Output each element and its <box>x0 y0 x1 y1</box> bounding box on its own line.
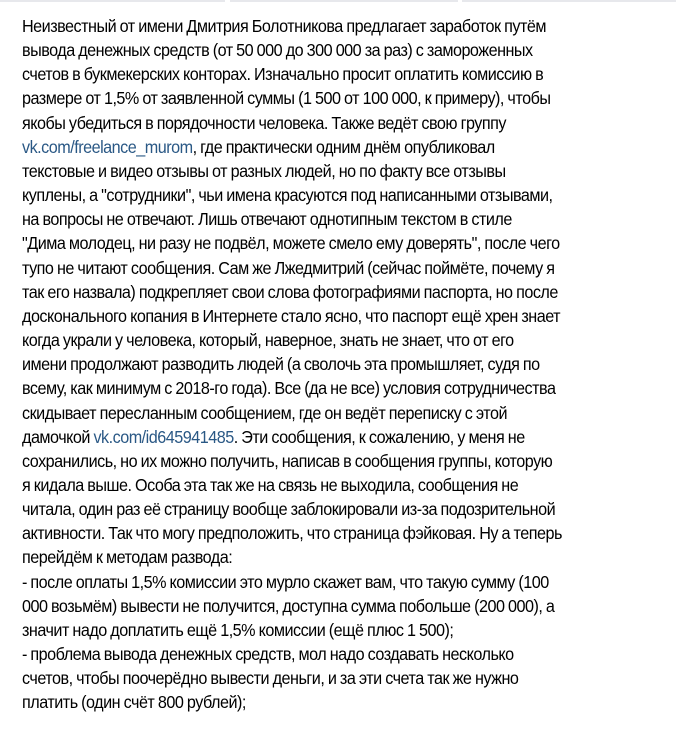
text-line: платить (один счёт 800 рублей); <box>22 692 246 713</box>
text-line: 000 возьмём) вывести не получится, доступна сумма побольше (200 000), а <box>22 595 555 616</box>
text-segment: дамочкой <box>22 426 94 447</box>
text-line <box>22 135 624 159</box>
text-line: читала, один раз её страницу вообще заблокировали из-за подозрительной <box>22 499 556 520</box>
post-text <box>22 14 624 715</box>
profile-link[interactable]: vk.com/id645941485 <box>93 426 234 447</box>
text-line: якобы убедиться в порядочности человека. Также ведёт свою группу <box>22 112 506 133</box>
text-line: всему, как минимум с 2018-го года). Все (да не все) условия сотрудничества <box>22 378 556 399</box>
text-line: - проблема вывода денежных средств, мол надо создавать несколько <box>22 644 514 665</box>
text-line: "Дима молодец, ни разу не подвёл, можете смело ему доверять", после чего <box>22 233 560 254</box>
group-link[interactable]: vk.com/freelance_murom <box>22 136 193 157</box>
tab-divider <box>462 0 676 2</box>
text-line: текстовые и видео отзывы от разных людей, но по факту все отзывы <box>22 160 506 181</box>
text-line: я кидала выше. Особа эта так же на связь не выходила, сообщения не <box>22 474 519 495</box>
tab-divider <box>230 0 458 2</box>
text-segment: , где практически одним днём опубликовал <box>192 136 495 157</box>
text-line: так его назвала) подкрепляет свои слова фотографиями паспорта, но после <box>22 281 558 302</box>
text-line: скидывает пересланным сообщением, где он ведёт переписку с этой <box>22 402 508 423</box>
text-segment: . Эти сообщения, к сожалению, у меня не <box>233 426 525 447</box>
text-line: сохранились, но их можно получить, написав в сообщения группы, которую <box>22 450 553 471</box>
text-line: на вопросы не отвечают. Лишь отвечают однотипным текстом в стиле <box>22 209 512 230</box>
text-line <box>22 425 624 449</box>
text-line: Неизвестный от имени Дмитрия Болотникова предлагает заработок путём <box>22 16 547 36</box>
text-line: тупо не читают сообщения. Сам же Лжедмитрий (сейчас поймёте, почему я <box>22 257 555 278</box>
text-line: вывода денежных средств (от 50 000 до 300 000 за раз) с замороженных <box>22 40 533 61</box>
text-line: имени продолжают разводить людей (а сволочь эта промышляет, судя по <box>22 354 540 375</box>
text-line: счетов, чтобы поочерёдно вывести деньги, и за эти счета так же нужно <box>22 668 519 689</box>
text-line: досконального копания в Интернете стало ясно, что паспорт ещё хрен знает <box>22 305 561 326</box>
text-line: активности. Так что могу предположить, что страница фэйковая. Ну а теперь <box>22 523 562 544</box>
text-line: размере от 1,5% от заявленной суммы (1 500 от 100 000, к примеру), чтобы <box>22 88 551 109</box>
tab-divider <box>0 0 225 2</box>
text-line: перейдём к методам развода: <box>22 547 233 568</box>
text-line: когда украли у человека, который, наверное, знать не знает, что от его <box>22 330 514 351</box>
text-line: куплены, а "сотрудники", чьи имена красуются под написанными отзывами, <box>22 185 553 206</box>
text-line: значит надо доплатить ещё 1,5% комиссии (ещё плюс 1 500); <box>22 619 454 640</box>
text-line: - после оплаты 1,5% комиссии это мурло скажет вам, что такую сумму (100 <box>22 571 549 592</box>
text-line: счетов в букмекерских конторах. Изначально просит оплатить комиссию в <box>22 64 544 85</box>
